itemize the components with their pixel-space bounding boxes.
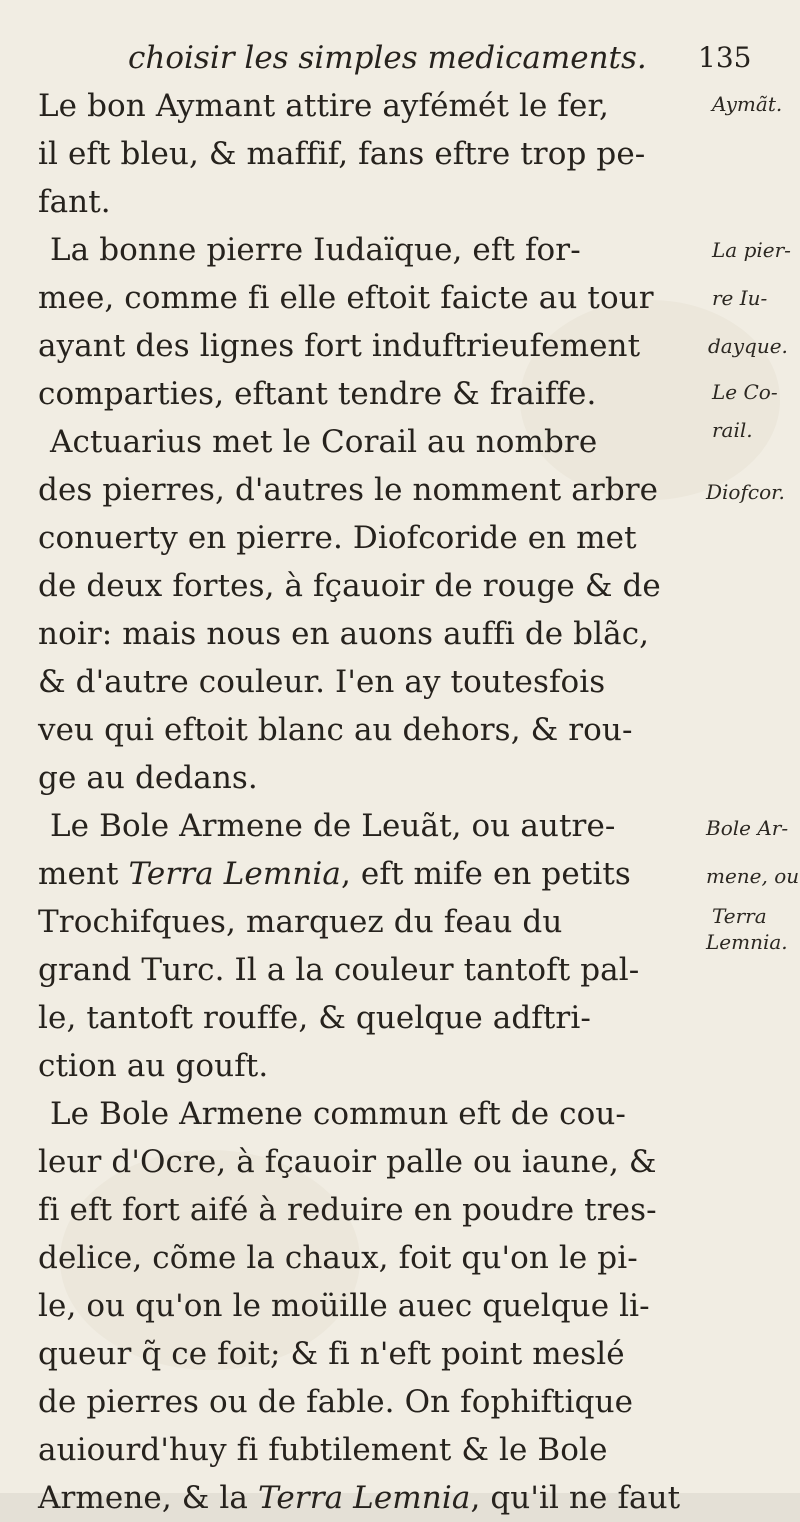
text-line: des pierres, d'autres le nomment arbre [38,472,659,508]
margin-note: Diofcor. [706,480,785,504]
margin-note: Aymãt. [712,92,783,116]
text-line: queur q̃ ce foit; & fi n'eft point meslé [38,1336,625,1372]
margin-note: mene, ou [706,864,800,888]
text-line: fant. [38,184,111,220]
text-line: conuerty en pierre. Diofcoride en met [38,520,637,556]
margin-note: re Iu- [712,286,768,310]
text-line: mee, comme fi elle eftoit faicte au tour [38,280,654,316]
text-line: La bonne pierre Iudaïque, eft for- [50,232,581,268]
margin-notes [0,82,800,1482]
text-line: le, tantoft rouffe, & quelque adftri- [38,1000,591,1036]
margin-note: Bole Ar- [706,816,789,840]
margin-note: rail. [712,418,753,442]
page-number: 135 [698,41,752,74]
running-title: choisir les simples medicaments. [128,40,647,76]
text-line: ge au dedans. [38,760,258,796]
text-line: il eft bleu, & maffif, fans eftre trop pe- [38,136,646,172]
text-line: auiourd'huy fi fubtilement & le Bole [38,1432,608,1468]
text-line: grand Turc. Il a la couleur tantoft pal- [38,952,640,988]
text-line: Trochifques, marquez du feau du [38,904,563,940]
text-line: de pierres ou de fable. On fophiftique [38,1384,634,1420]
text-line: ction au gouft. [38,1048,269,1084]
text-line: Le Bole Armene de Leuãt, ou autre- [50,808,616,844]
italic-phrase: Terra Lemnia [128,856,342,892]
text-line: Le Bole Armene commun eft de cou- [50,1096,626,1132]
margin-note: Le Co- [712,380,778,404]
margin-note: Terra [712,904,767,928]
margin-note: dayque. [708,334,788,358]
text-line: noir: mais nous en auons auffi de blãc, [38,616,650,652]
text-line: le, ou qu'on le moüille auec quelque li- [38,1288,650,1324]
text-line: comparties, eftant tendre & fraiffe. [38,376,597,412]
margin-note: Lemnia. [706,930,788,954]
text-line: & d'autre couleur. I'en ay toutesfois [38,664,606,700]
text-line: ment Terra Lemnia, eft mife en petits [38,856,631,892]
text-line: Le bon Aymant attire ayfémét le fer, [38,88,609,124]
text-line: leur d'Ocre, à fçauoir palle ou iaune, & [38,1144,657,1180]
text-line: veu qui eftoit blanc au dehors, & rou- [38,712,633,748]
text-line: de deux fortes, à fçauoir de rouge & de [38,568,661,604]
text-line: Armene, & la Terra Lemnia, qu'il ne faut [38,1480,681,1516]
text-line: Actuarius met le Corail au nombre [50,424,598,460]
text-line: ayant des lignes fort induftrieufement [38,328,641,364]
margin-note: La pier- [712,238,791,262]
text-line: fi eft fort aifé à reduire en poudre tres- [38,1192,657,1228]
italic-phrase: Terra Lemnia [257,1480,471,1516]
text-line: delice, cõme la chaux, foit qu'on le pi- [38,1240,638,1276]
